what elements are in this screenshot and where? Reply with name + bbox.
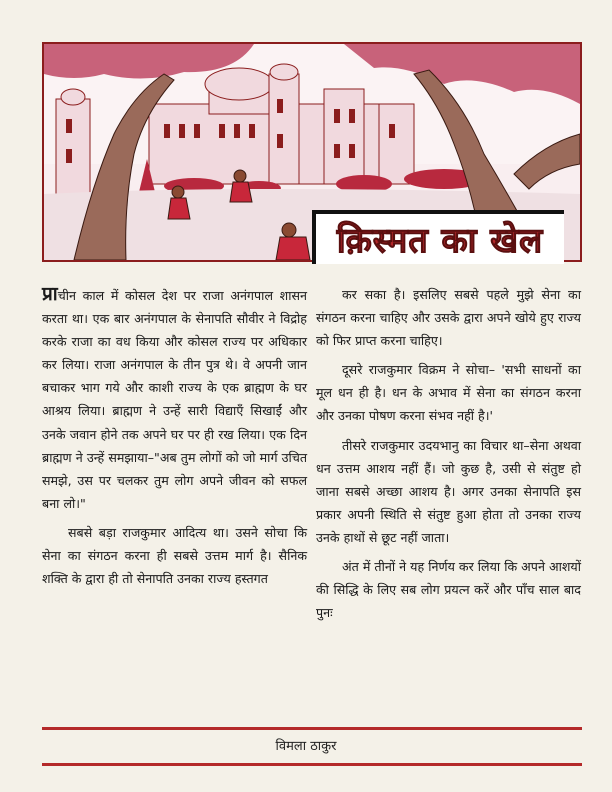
paragraph: सबसे बड़ा राजकुमार आदित्य था। उसने सोचा कि सेना का संगठन करना ही सबसे उत्तम मार्ग है। सैनिक शक्ति के द्वारा ही तो सेनापति उनका राज्य हस्तगत (42, 524, 307, 587)
story-title-box (312, 210, 564, 264)
author-name: विमला ठाकुर (275, 739, 337, 754)
right-text-column (316, 283, 581, 624)
story-title: क़िस्मत का खेल (336, 221, 544, 261)
paragraph-text: चीन काल में कोसल देश पर राजा अनंगपाल शासन करता था। एक बार अनंगपाल के सेनापति सौवीर ने विद्रोह करके राजा का वध किया और कोसल राज्य पर अधिकार कर लिया। राजा अनंगपाल के तीन पुत्र थे। वे अपनी जान बचाकर भाग गये और काशी राज्य के एक ब्राह्मण के घर आश्रय लिया। ब्राह्मण ने उन्हें सारी विद्याएँ सिखाईं और उनके जवान होने तक अपने घर पर ही रख लिया। एक दिन ब्राह्मण ने उन्हें समझाया–"अब तुम लोगों को जो मार्ग उचित समझे, उस पर चलकर तुम लोग अपने जीवन को सफल बना लो।" (42, 288, 307, 511)
paragraph: कर सका है। इसलिए सबसे पहले मुझे सेना का संगठन करना चाहिए और उसके द्वारा अपने खोये हुए राज्य को फिर प्राप्त करना चाहिए। (316, 287, 581, 349)
paragraph: तीसरे राजकुमार उदयभानु का विचार था–सेना अथवा धन उत्तम आशय नहीं हैं। जो कुछ है, उसी से संतुष्ट हो जाना सबसे अच्छा आशय है। अगर उनका सेनापति इस प्रकार अपनी स्थिति से संतुष्ट हुआ होता तो उनका राज्य उनके हाथों से छूट नहीं जाता। (316, 437, 581, 545)
paragraph: अंत में तीनों ने यह निर्णय कर लिया कि अपने आशयों की सिद्धि के लिए सब लोग प्रयत्न करें और पाँच साल बाद पुनः (316, 559, 581, 621)
paragraph (42, 283, 307, 515)
footer-rule-bottom (42, 763, 582, 766)
left-text-column (42, 283, 307, 590)
footer-rule-top (42, 727, 582, 730)
paragraph: दूसरे राजकुमार विक्रम ने सोचा– 'सभी साधनों का मूल धन ही है। धन के अभाव में सेना का संगठन करना और उनका पोषण करना संभव नहीं है।' (316, 362, 581, 424)
drop-cap: प्रा (42, 283, 58, 305)
